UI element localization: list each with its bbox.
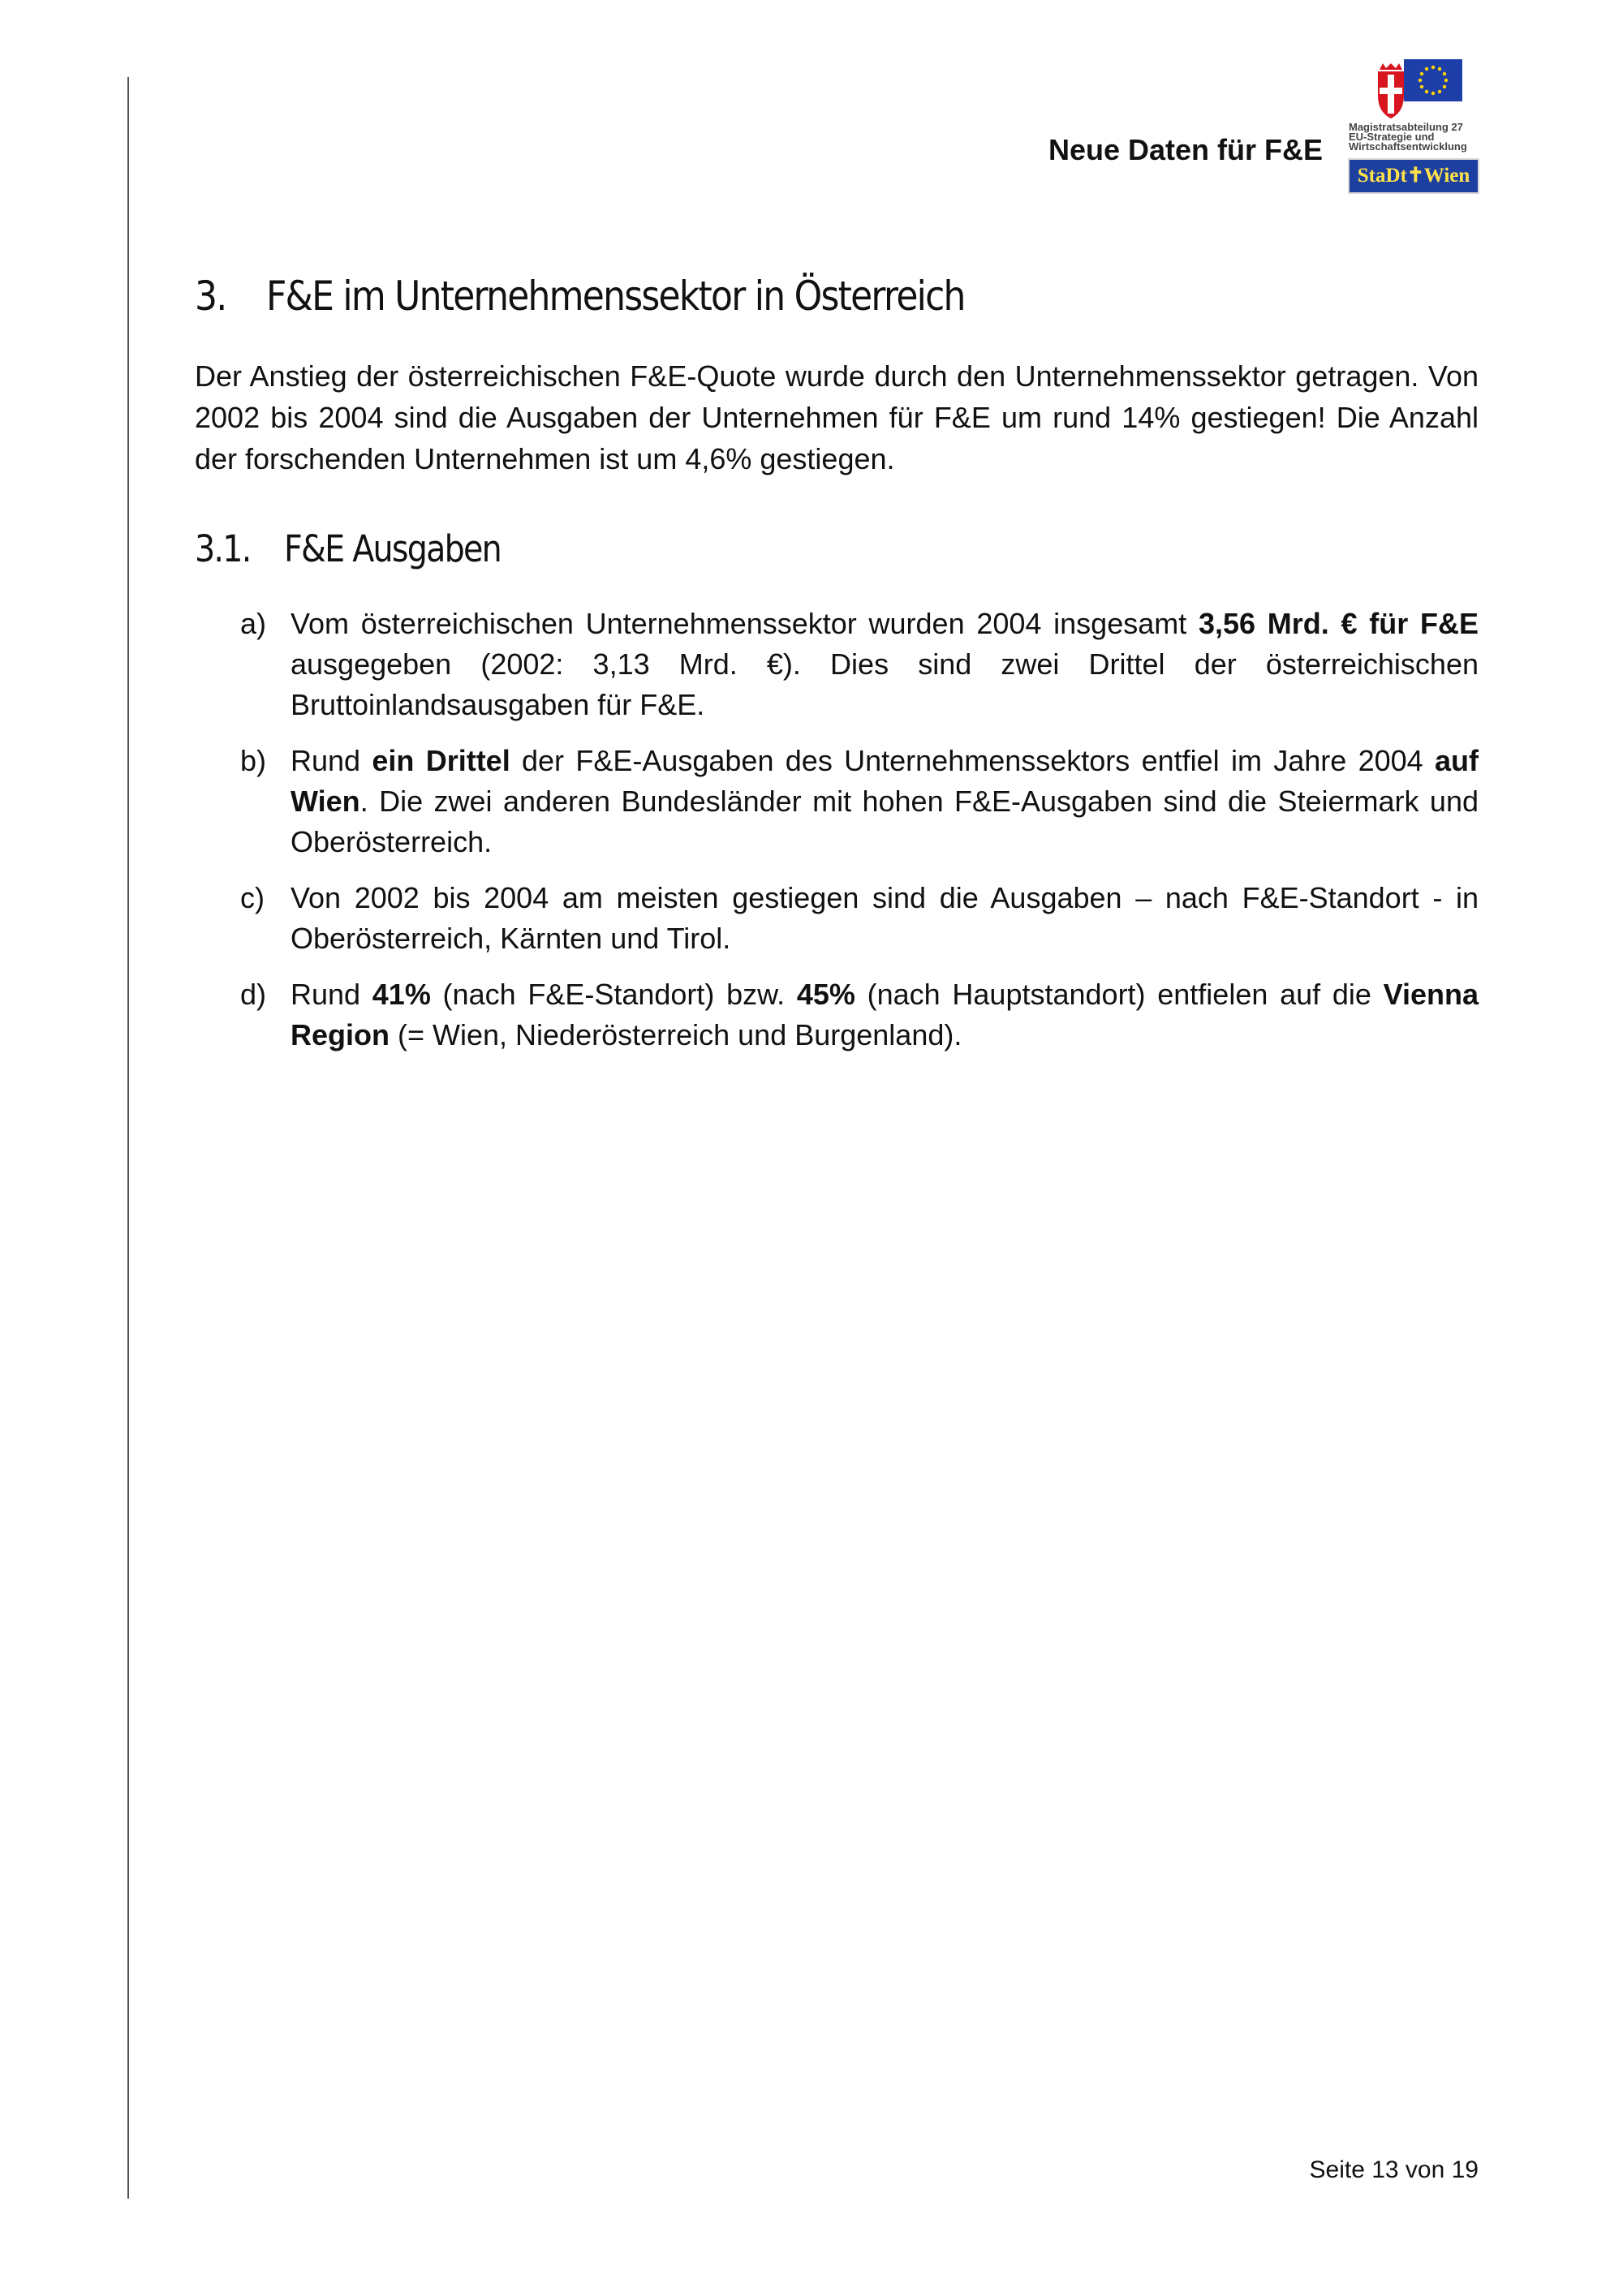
subsection-heading — [195, 527, 501, 570]
list-marker: b) — [240, 744, 267, 777]
list-marker: d) — [240, 978, 267, 1011]
section-heading — [195, 273, 965, 320]
department-label: Magistratsabteilung 27 EU-Strategie und Wirtschaftsentwicklung — [1349, 121, 1467, 153]
list-marker: c) — [240, 881, 265, 914]
stadt-wien-logo: StaDt✝Wien — [1348, 158, 1479, 194]
eu-flag-icon — [1404, 59, 1462, 101]
page-number: Seite 13 von 19 — [1309, 2156, 1479, 2183]
subsection-number: 3.1. — [195, 527, 251, 570]
list-item: d) Rund 41% (nach F&E-Standort) bzw. 45% (nach Hauptstandort) entfielen auf die Vienna Region (= Wien, Niederösterreich und Burgenland). — [195, 974, 1479, 1056]
list-item: a) Vom österreichischen Unternehmenssektor wurden 2004 insgesamt 3,56 Mrd. € für F&E ausgegeben (2002: 3,13 Mrd. €). Dies sind zwei Drittel der österreichischen Bruttoinlandsausgaben für F&E. — [195, 604, 1479, 725]
section-number: 3. — [195, 273, 226, 320]
page-margin-line — [127, 77, 129, 2199]
list-item: c) Von 2002 bis 2004 am meisten gestiegen sind die Ausgaben – nach F&E-Standort - in Oberösterreich, Kärnten und Tirol. — [195, 878, 1479, 959]
section-title: F&E im Unternehmenssektor in Österreich — [266, 273, 965, 320]
section-intro: Der Anstieg der österreichischen F&E-Quote wurde durch den Unternehmenssektor getragen. Von 2002 bis 2004 sind die Ausgaben der Unternehmen für F&E um rund 14% gestiegen! Die Anzahl der forschenden Unternehmen ist um 4,6% gestiegen. — [195, 359, 1479, 475]
findings-list — [195, 604, 1479, 1071]
header-title: Neue Daten für F&E — [1048, 133, 1323, 166]
subsection-title: F&E Ausgaben — [284, 527, 501, 570]
vienna-shield-icon — [1376, 63, 1406, 120]
list-item: b) Rund ein Drittel der F&E-Ausgaben des Unternehmenssektors entfiel im Jahre 2004 auf Wien. Die zwei anderen Bundesländer mit hohen F&E-Ausgaben sind die Steiermark und Oberösterreich. — [195, 741, 1479, 862]
logo — [1347, 55, 1485, 197]
list-marker: a) — [240, 607, 267, 640]
